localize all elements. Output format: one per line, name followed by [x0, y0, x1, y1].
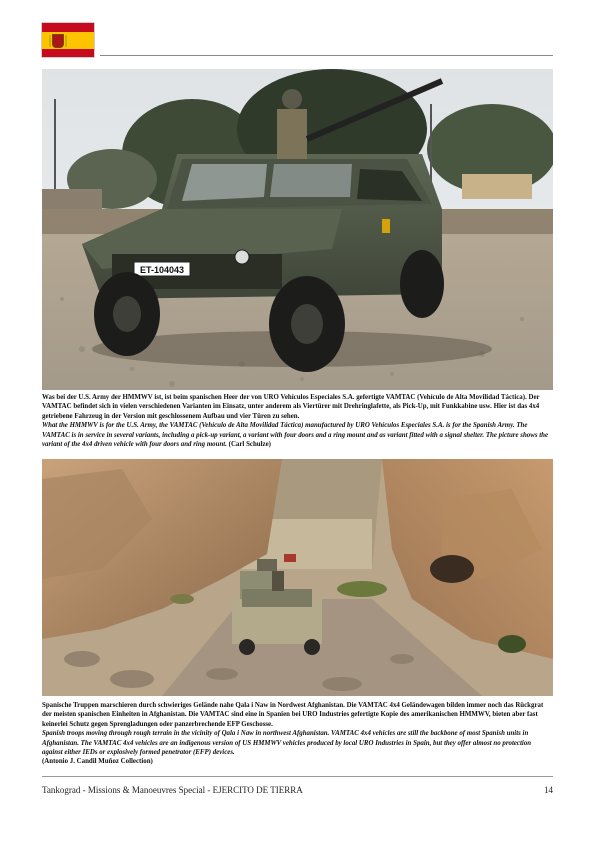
afghanistan-terrain-photo	[42, 459, 553, 696]
coat-of-arms-icon	[52, 34, 64, 48]
caption-german: Spanische Truppen marschieren durch schwieriges Gelände nahe Qala i Naw in Nordwest Afghanistan. Die VAMTAC 4x4 Geländewagen bilden immer noch das Rückgrat der meisten spanischen Einheiten in Afghanistan. Die VAMTAC sind eine in Spanien bei URO Industries gefertigte Kopie des amerikanischen HMMWV, bieten aber fast keinerlei Schutz gegen Sprengladungen oder panzerbrechende EFP Geschosse.	[42, 702, 544, 728]
photo-caption-1	[42, 393, 553, 449]
footer-divider	[42, 776, 553, 777]
page-number: 14	[544, 785, 553, 795]
caption-german: Was bei der U.S. Army der HMMWV ist, ist beim spanischen Heer der von URO Vehículos Especiales S.A. gefertigte VAMTAC (Vehículo de Alta Movilidad Táctica). Der VAMTAC befindet sich in vielen verschiedenen Varianten im Einsatz, unter anderem als Viertürer mit Drehringlafette, als Pick-Up, mit Funkkabine usw. Hier ist das 4x4 getriebene Fahrzeug in der Version mit geschlossenem Aufbau und vier Türen zu sehen.	[42, 394, 540, 420]
license-plate: ET-104043	[139, 265, 185, 275]
photo-credit: (Antonio J. Candil Muñoz Collection)	[42, 758, 153, 766]
photo-credit: (Carl Schulze)	[228, 441, 271, 449]
vamtac-vehicle-photo	[42, 69, 553, 390]
publication-title: Tankograd - Missions & Manoeuvres Special - EJERCITO DE TIERRA	[42, 785, 303, 795]
photo-caption-2	[42, 701, 553, 767]
caption-english: What the HMMWV is for the U.S. Army, the VAMTAC (Vehículo de Alta Movilidad Táctica) manufactured by URO Vehículos Especiales S.A. is for the Spanish Army. The VAMTAC is in service in several variants, including a pick-up variant, a variant with four doors and a ring mount and as variant fitted with a signal shelter. The picture shows the variant of the 4x4 driven vehicle with four doors and ring mount.	[42, 422, 549, 449]
caption-english: Spanish troops moving through rough terrain in the vicinity of Qala i Naw in northwest Afghanistan. VAMTAC 4x4 vehicles are still the backbone of most Spanish units in Afghanistan. The VAMTAC 4x4 vehicles are an indigenous version of US HMMWV vehicles produced by local URO Industries in Spain, but they offer almost no protection against either IEDs or explosively formed penetrator (EFP) devices.	[42, 730, 532, 757]
spain-flag-icon	[42, 23, 94, 57]
header-divider	[100, 55, 553, 56]
